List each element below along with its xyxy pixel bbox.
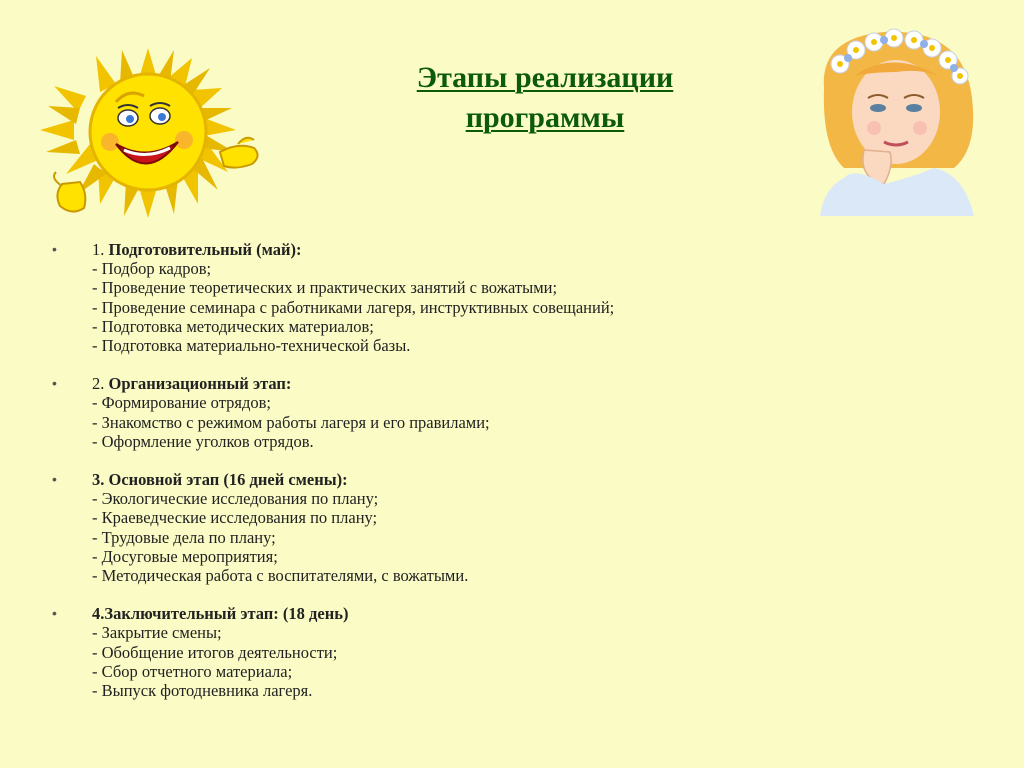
stage-item: - Сбор отчетного материала; — [92, 661, 293, 681]
sun-face — [90, 74, 206, 190]
slide-title — [380, 58, 710, 138]
slide-title-line-2: программы — [465, 101, 625, 134]
stage-4 — [52, 604, 952, 700]
stage-item: - Закрытие смены; — [92, 623, 222, 643]
stage-item: - Оформление уголков отрядов. — [92, 431, 314, 451]
stage-heading — [92, 374, 952, 393]
sun-illustration — [32, 44, 264, 220]
stage-heading — [92, 470, 952, 489]
stage-number: 2. — [92, 374, 109, 394]
stage-number: 1. — [92, 240, 109, 259]
stage-item: - Подбор кадров; — [92, 259, 212, 279]
stage-heading — [92, 240, 952, 259]
stage-item: - Обобщение итогов деятельности; — [92, 642, 338, 662]
stage-2 — [52, 374, 952, 451]
stage-item: - Проведение теоретических и практических занятий с вожатыми; — [92, 278, 558, 298]
stage-3 — [52, 470, 952, 585]
stage-title: Подготовительный (май): — [108, 240, 302, 259]
stage-item: - Знакомство с режимом работы лагеря и его правилами; — [92, 412, 490, 432]
sun-left-hand — [54, 172, 85, 212]
stage-item: - Выпуск фотодневника лагеря. — [92, 681, 313, 701]
stage-item: - Трудовые дела по плану; — [92, 527, 276, 547]
stage-item: - Подготовка материально-технической базы. — [92, 336, 411, 356]
stage-item: - Проведение семинара с работниками лагеря, инструктивных совещаний; — [92, 297, 615, 317]
stages-list — [52, 240, 952, 719]
girl-illustration — [814, 28, 980, 216]
stage-item: - Методическая работа с воспитателями, с вожатыми. — [92, 566, 469, 586]
stage-1 — [52, 240, 952, 355]
stage-item: - Досуговые мероприятия; — [92, 546, 278, 566]
stage-title: 3. Основной этап (16 дней смены): — [92, 470, 348, 490]
stage-item: - Экологические исследования по плану; — [92, 489, 379, 509]
bullet-icon: • — [52, 375, 57, 392]
stage-item: - Подготовка методических материалов; — [92, 316, 374, 336]
stage-title: 4.Заключительный этап: (18 день) — [92, 604, 349, 624]
stage-heading — [92, 604, 952, 623]
slide-title-line-1: Этапы реализации — [416, 61, 674, 94]
sun-right-hand — [220, 138, 258, 168]
bullet-icon: • — [52, 605, 57, 622]
stage-title: Организационный этап: — [108, 374, 292, 394]
girl-face — [852, 60, 940, 164]
bullet-icon: • — [52, 471, 57, 488]
stage-item: - Формирование отрядов; — [92, 393, 271, 413]
stage-item: - Краеведческие исследования по плану; — [92, 508, 378, 528]
bullet-icon: • — [52, 241, 57, 257]
